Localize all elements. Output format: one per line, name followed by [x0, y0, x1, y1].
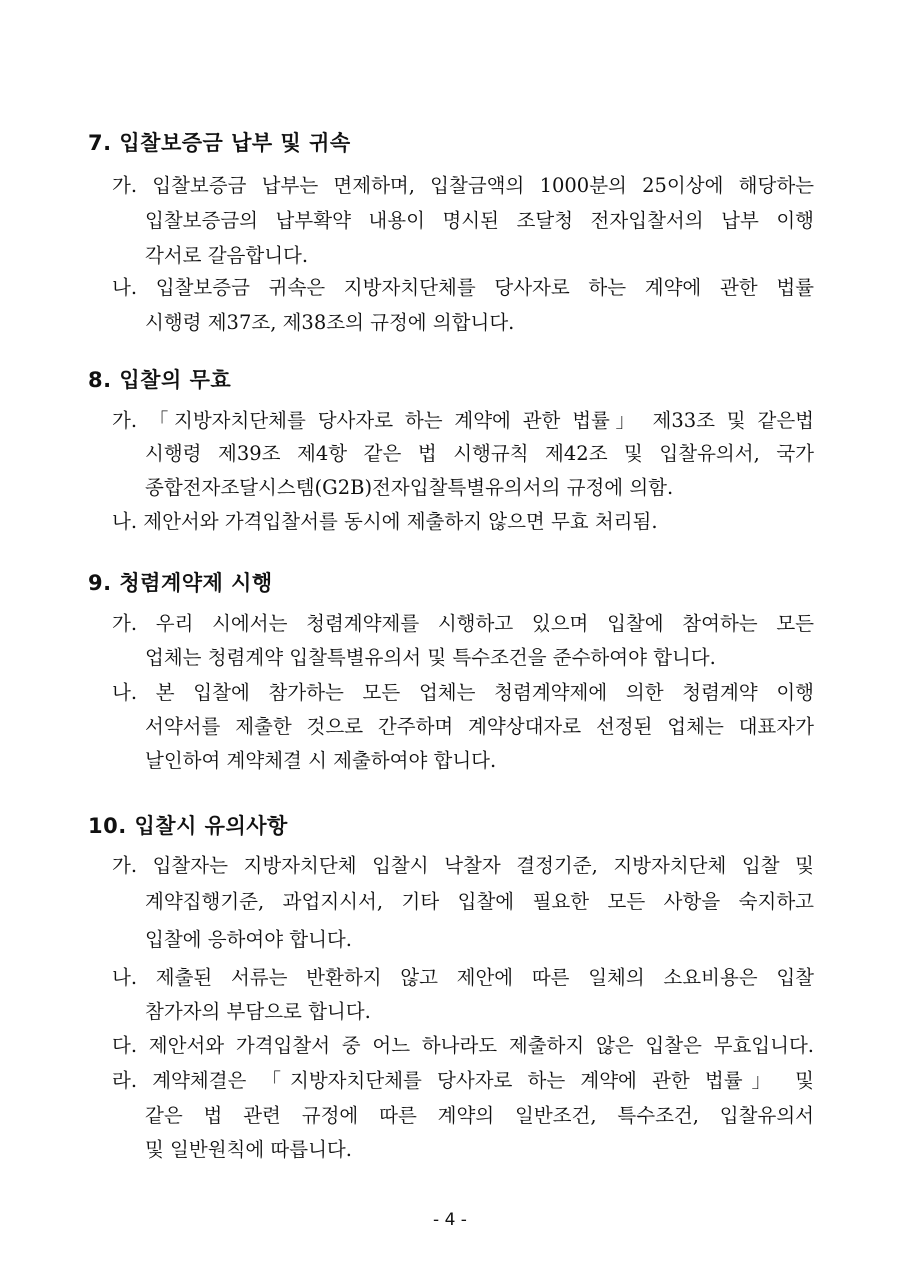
- section-7-item-b-line-1: 나. 입찰보증금 귀속은 지방자치단체를 당사자로 하는 계약에 관한 법률: [112, 276, 814, 299]
- section-10-item-a-line-1: 가. 입찰자는 지방자치단체 입찰시 낙찰자 결정기준, 지방자치단체 입찰 및: [112, 854, 814, 877]
- section-8-item-a-line-1: 가. 「지방자치단체를 당사자로 하는 계약에 관한 법률」 제33조 및 같은법: [112, 409, 814, 432]
- section-10-item-c-line-1: 다. 제안서와 가격입찰서 중 어느 하나라도 제출하지 않은 입찰은 무효입니다.: [112, 1034, 814, 1057]
- section-10-item-a-line-3: 입찰에 응하여야 합니다.: [145, 928, 352, 951]
- page-number: - 4 -: [433, 1210, 467, 1230]
- section-8-heading: 8. 입찰의 무효: [88, 368, 232, 392]
- section-7-item-a-line-3: 각서로 갈음합니다.: [145, 244, 309, 267]
- section-10-item-d-line-2: 같은 법 관련 규정에 따른 계약의 일반조건, 특수조건, 입찰유의서: [145, 1104, 814, 1127]
- section-10-item-d-line-1: 라. 계약체결은 「지방자치단체를 당사자로 하는 계약에 관한 법률」 및: [112, 1069, 814, 1092]
- section-10-item-a-line-2: 계약집행기준, 과업지시서, 기타 입찰에 필요한 모든 사항을 숙지하고: [145, 890, 814, 913]
- section-9-item-b-line-1: 나. 본 입찰에 참가하는 모든 업체는 청렴계약제에 의한 청렴계약 이행: [112, 681, 814, 704]
- section-8-item-a-line-2: 시행령 제39조 제4항 같은 법 시행규칙 제42조 및 입찰유의서, 국가: [145, 442, 814, 465]
- section-10-item-d-line-3: 및 일반원칙에 따릅니다.: [145, 1138, 352, 1161]
- section-8-item-b-line-1: 나. 제안서와 가격입찰서를 동시에 제출하지 않으면 무효 처리됨.: [112, 510, 658, 533]
- section-10-item-b-line-1: 나. 제출된 서류는 반환하지 않고 제안에 따른 일체의 소요비용은 입찰: [112, 966, 814, 989]
- section-7-item-b-line-2: 시행령 제37조, 제38조의 규정에 의합니다.: [145, 311, 515, 334]
- section-9-item-b-line-2: 서약서를 제출한 것으로 간주하며 계약상대자로 선정된 업체는 대표자가: [145, 715, 815, 738]
- section-9-item-a-line-1: 가. 우리 시에서는 청렴계약제를 시행하고 있으며 입찰에 참여하는 모든: [112, 612, 814, 635]
- section-10-item-b-line-2: 참가자의 부담으로 합니다.: [145, 1000, 371, 1023]
- section-7-heading: 7. 입찰보증금 납부 및 귀속: [88, 131, 351, 155]
- section-8-item-a-line-3: 종합전자조달시스템(G2B)전자입찰특별유의서의 규정에 의함.: [145, 476, 674, 499]
- section-7-item-a-line-1: 가. 입찰보증금 납부는 면제하며, 입찰금액의 1000분의 25이상에 해당하는: [112, 174, 814, 197]
- section-9-heading: 9. 청렴계약제 시행: [88, 571, 273, 595]
- section-9-item-b-line-3: 날인하여 계약체결 시 제출하여야 합니다.: [145, 749, 497, 772]
- section-10-heading: 10. 입찰시 유의사항: [88, 814, 288, 838]
- section-9-item-a-line-2: 업체는 청렴계약 입찰특별유의서 및 특수조건을 준수하여야 합니다.: [145, 646, 716, 669]
- section-7-item-a-line-2: 입찰보증금의 납부확약 내용이 명시된 조달청 전자입찰서의 납부 이행: [145, 209, 814, 232]
